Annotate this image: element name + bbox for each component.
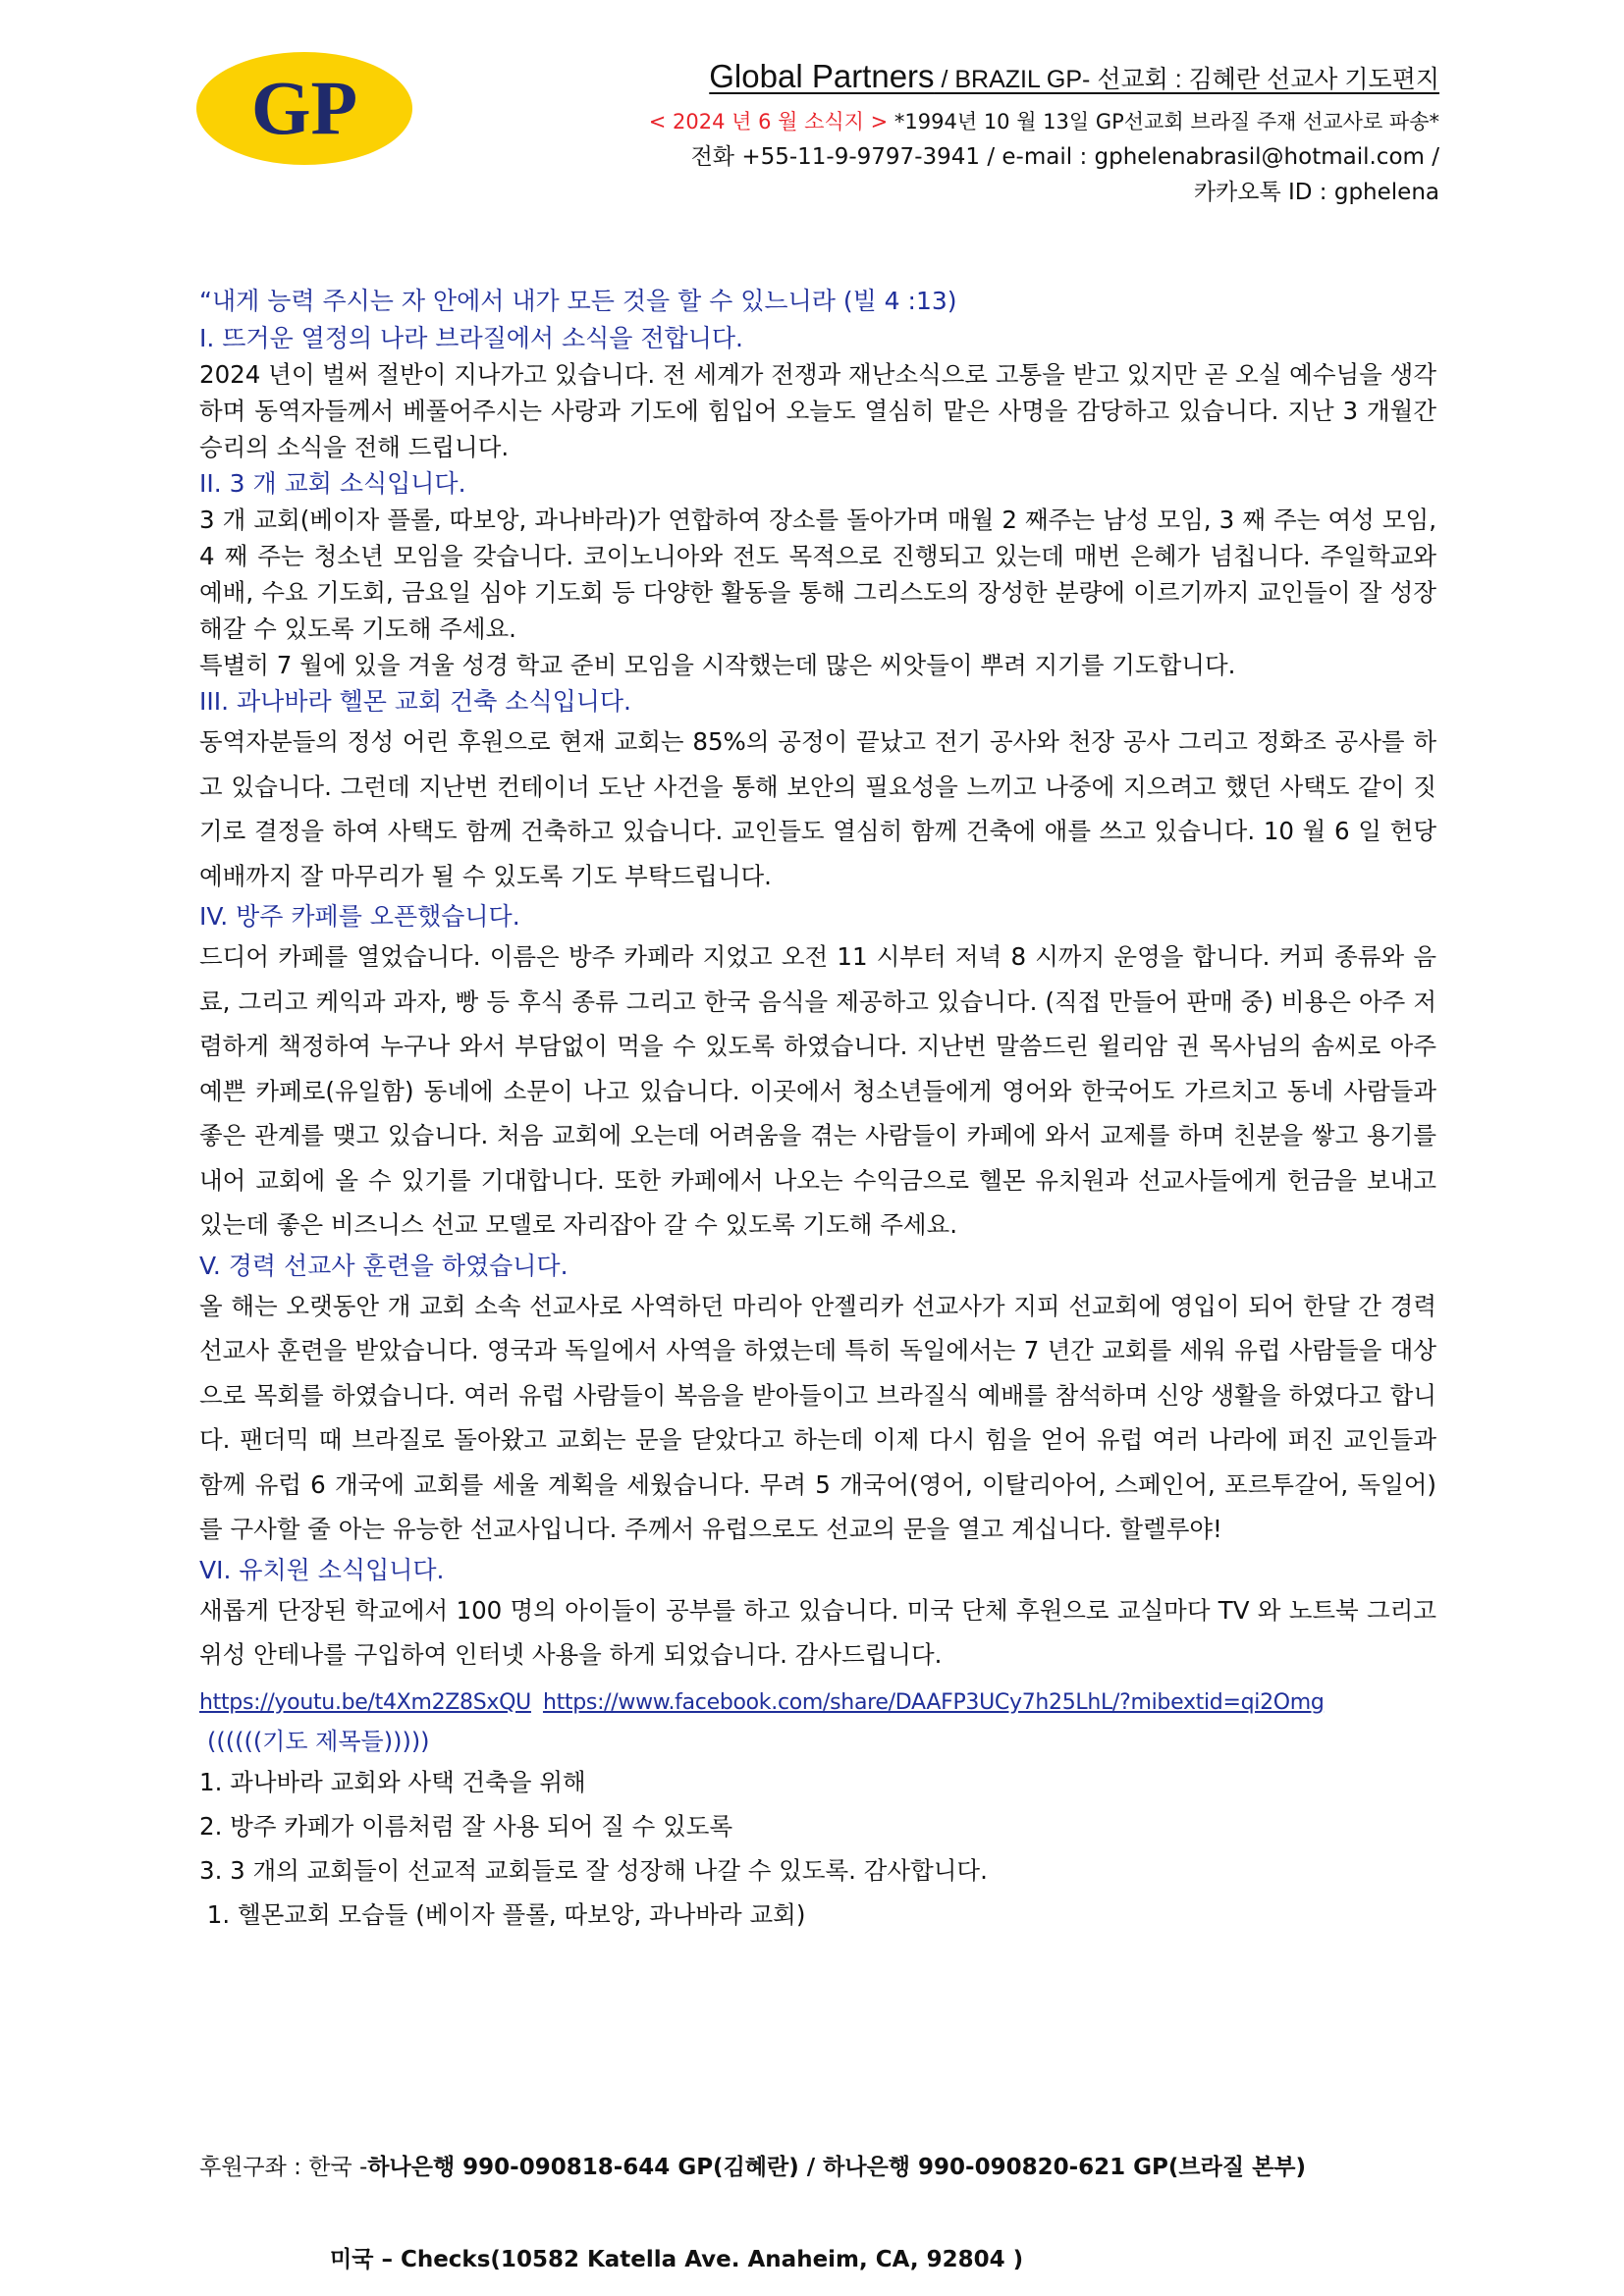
section-body-3: 동역자분들의 정성 어린 후원으로 현재 교회는 85%의 공정이 끝났고 전기 공사와 천장 공사 그리고 정화조 공사를 하고 있습니다. 그런데 지난번 컨테이너 도난 사건을 통해 보안의 필요성을 느끼고 나중에 지으려고 했던 사택도 같이 짓기로 결정을 하여 사택도 함께 건축하고 있습니다. 교인들도 열심히 함께 건축에 애를 쓰고 있습니다. 10 월 6 일 헌당 예배까지 잘 마무리가 될 수 있도록 기도 부탁드립니다. <box>199 727 1436 890</box>
gp-logo <box>195 51 413 166</box>
prayer-title: ((((((기도 제목들))))) <box>207 1727 430 1755</box>
section-body-4: 드디어 카페를 열었습니다. 이름은 방주 카페라 지었고 오전 11 시부터 저녁 8 시까지 운영을 합니다. 커피 종류와 음료, 그리고 케익과 과자, 빵 등 후식 종류 그리고 한국 음식을 제공하고 있습니다. (직접 만들어 판매 중) 비용은 아주 저렴하게 책정하여 누구나 와서 부담없이 먹을 수 있도록 하였습니다. 지난번 말씀드린 윌리암 권 목사님의 솜씨로 아주 예쁜 카페로(유일함) 동네에 소문이 나고 있습니다. 이곳에서 청소년들에게 영어와 한국어도 가르치고 동네 사람들과 좋은 관계를 맺고 있습니다. 처음 교회에 오는데 어려움을 겪는 사람들이 카페에 와서 교제를 하며 친분을 쌓고 용기를 내어 교회에 올 수 있기를 기대합니다. 또한 카페에서 나오는 수익금으로 헬몬 유치원과 선교사들에게 헌금을 보내고 있는데 좋은 비즈니스 선교 모델로 자리잡아 갈 수 있도록 기도해 주세요. <box>199 942 1436 1239</box>
section-body-2b: 특별히 7 월에 있을 겨울 성경 학교 준비 모임을 시작했는데 많은 씨앗들이 뿌려 지기를 기도합니다. <box>199 651 1236 679</box>
section-heading-3: III. 과나바라 헬몬 교회 건축 소식입니다. <box>199 687 631 716</box>
letter-subtitle: / BRAZIL GP- 선교회 : 김혜란 선교사 기도편지 <box>934 66 1439 93</box>
section-heading-2: II. 3 개 교회 소식입니다. <box>199 469 466 498</box>
issue-line <box>649 105 1439 139</box>
photo-caption: 1. 헬몬교회 모습들 (베이자 플롤, 따보앙, 과나바라 교회) <box>199 1899 806 1929</box>
links-row <box>199 1683 1436 1723</box>
section-heading-4: IV. 방주 카페를 오픈했습니다. <box>199 902 520 931</box>
prayer-item: 1. 과나바라 교회와 사택 건축을 위해 <box>199 1767 586 1796</box>
section-heading-6: VI. 유치원 소식입니다. <box>199 1555 445 1584</box>
prayer-item: 3. 3 개의 교회들이 선교적 교회들로 잘 성장해 나갈 수 있도록. 감사합니다. <box>199 1855 988 1885</box>
letter-header <box>649 57 1439 210</box>
section-heading-1: I. 뜨거운 열정의 나라 브라질에서 소식을 전합니다. <box>199 324 743 352</box>
bible-verse: “내게 능력 주시는 자 안에서 내가 모든 것을 할 수 있느니라 (빌 4 :13) <box>199 287 957 315</box>
prayer-item: 2. 방주 카페가 이름처럼 잘 사용 되어 질 수 있도록 <box>199 1811 733 1841</box>
facebook-link[interactable]: https://www.facebook.com/share/DAAFP3UCy7h25LhL/?mibextid=qi2Omg <box>542 1689 1325 1715</box>
dispatch-info: *1994년 10 월 13일 GP선교회 브라질 주재 선교사로 파송* <box>888 110 1439 133</box>
section-body-2: 3 개 교회(베이자 플롤, 따보앙, 과나바라)가 연합하여 장소를 돌아가며 매월 2 째주는 남성 모임, 3 째 주는 여성 모임, 4 째 주는 청소년 모임을 갖습니다. 코이노니아와 전도 목적으로 진행되고 있는데 매번 은혜가 넘칩니다. 주일학교와 예배, 수요 기도회, 금요일 심야 기도회 등 다양한 활동을 통해 그리스도의 장성한 분량에 이르기까지 교인들이 잘 성장해갈 수 있도록 기도해 주세요. <box>199 506 1436 643</box>
section-heading-5: V. 경력 선교사 훈련을 하였습니다. <box>199 1251 568 1280</box>
letter-title <box>649 57 1439 99</box>
youtube-link[interactable]: https://youtu.be/t4Xm2Z8SxQU <box>199 1689 531 1715</box>
account-label: 후원구좌 : 한국 - <box>199 2155 368 2180</box>
section-body-5: 올 해는 오랫동안 개 교회 소속 선교사로 사역하던 마리아 안젤리카 선교사가 지피 선교회에 영입이 되어 한달 간 경력 선교사 훈련을 받았습니다. 영국과 독일에서 사역을 하였는데 특히 독일에서는 7 년간 교회를 세워 유럽 사람들을 대상으로 목회를 하였습니다. 여러 유럽 사람들이 복음을 받아들이고 브라질식 예배를 참석하며 신앙 생활을 하였다고 합니다. 팬더믹 때 브라질로 돌아왔고 교회는 문을 닫았다고 하는데 이제 다시 힘을 얻어 유럽 여러 나라에 퍼진 교인들과 함께 유럽 6 개국에 교회를 세울 계획을 세웠습니다. 무려 5 개국어(영어, 이탈리아어, 스페인어, 포르투갈어, 독일어)를 구사할 줄 아는 유능한 선교사입니다. 주께서 유럽으로도 선교의 문을 열고 계십니다. 할렐루야! <box>199 1291 1436 1543</box>
section-body-6: 새롭게 단장된 학교에서 100 명의 아이들이 공부를 하고 있습니다. 미국 단체 후원으로 교실마다 TV 와 노트북 그리고 위성 안테나를 구입하여 인터넷 사용을 하게 되었습니다. 감사드립니다. <box>199 1595 1436 1669</box>
org-name: Global Partners <box>709 58 935 94</box>
logo-text: GP <box>250 65 358 150</box>
kakao-line: 카카오톡 ID : gphelena <box>1193 180 1439 205</box>
issue-date: < 2024 년 6 월 소식지 > <box>648 110 889 133</box>
section-body-1: 2024 년이 벌써 절반이 지나가고 있습니다. 전 세계가 전쟁과 재난소식으로 고통을 받고 있지만 곧 오실 예수님을 생각하며 동역자들께서 베풀어주시는 사랑과 기도에 힘입어 오늘도 열심히 맡은 사명을 감당하고 있습니다. 지난 3 개월간 승리의 소식을 전해 드립니다. <box>199 360 1436 461</box>
contact-line: 전화 +55-11-9-9797-3941 / e-mail : gphelenabrasil@hotmail.com / <box>690 144 1439 170</box>
account-numbers: 하나은행 990-090818-644 GP(김혜란) / 하나은행 990-090820-621 GP(브라질 본부) <box>367 2155 1307 2180</box>
letter-body <box>199 283 1436 1937</box>
us-checks-address: 미국 – Checks(10582 Katella Ave. Anaheim, CA, 92804 ) <box>330 2247 1024 2272</box>
donation-account <box>199 2150 1306 2185</box>
